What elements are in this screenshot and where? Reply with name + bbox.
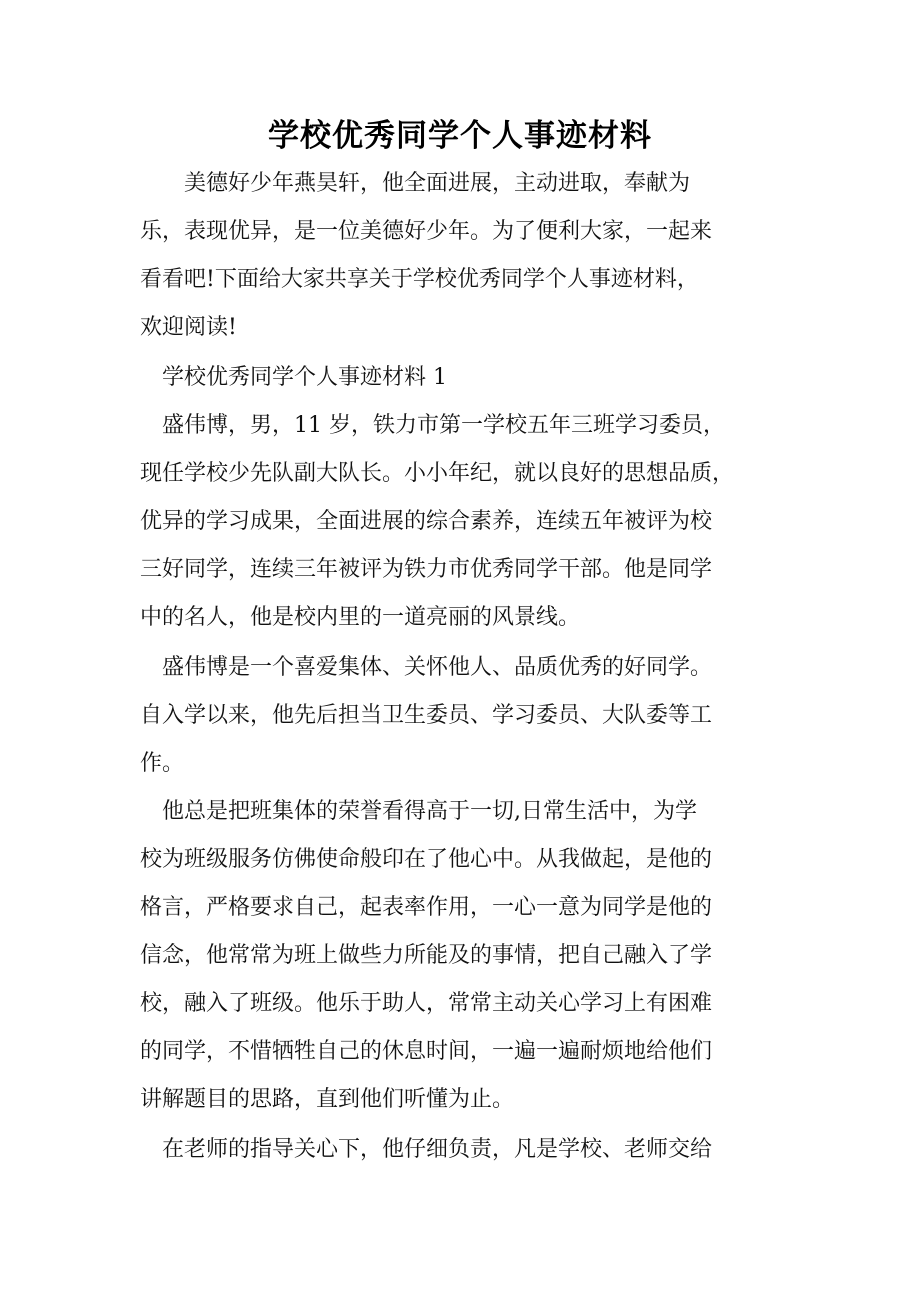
document-title: 学校优秀同学个人事迹材料 bbox=[268, 118, 652, 154]
body-line: 作。 bbox=[140, 751, 185, 776]
body-line: 乐，表现优异，是一位美德好少年。为了便利大家，一起来 bbox=[140, 219, 713, 244]
body-line: 优异的学习成果，全面进展的综合素养，连续五年被评为校 bbox=[140, 509, 713, 534]
body-line: 自入学以来，他先后担当卫生委员、学习委员、大队委等工 bbox=[140, 703, 713, 728]
section-heading: 学校优秀同学个人事迹材料 1 bbox=[140, 365, 447, 390]
body-line: 三好同学，连续三年被评为铁力市优秀同学干部。他是同学 bbox=[140, 557, 713, 582]
body-line: 中的名人，他是校内里的一道亮丽的风景线。 bbox=[140, 605, 581, 630]
body-line: 格言，严格要求自己，起表率作用，一心一意为同学是他的 bbox=[140, 895, 713, 920]
body-line: 讲解题目的思路，直到他们听懂为止。 bbox=[140, 1087, 515, 1112]
body-line: 在老师的指导关心下，他仔细负责，凡是学校、老师交给 bbox=[140, 1137, 713, 1162]
body-line: 他总是把班集体的荣誉看得高于一切,日常生活中，为学 bbox=[140, 799, 697, 824]
body-line: 盛伟博，男，11 岁，铁力市第一学校五年三班学习委员， bbox=[140, 413, 725, 438]
body-line: 盛伟博是一个喜爱集体、关怀他人、品质优秀的好同学。 bbox=[140, 655, 713, 680]
body-line: 校为班级服务仿佛使命般印在了他心中。从我做起，是他的 bbox=[140, 847, 713, 872]
body-line: 的同学，不惜牺牲自己的休息时间，一遍一遍耐烦地给他们 bbox=[140, 1039, 713, 1064]
body-line: 看看吧!下面给大家共享关于学校优秀同学个人事迹材料， bbox=[140, 267, 699, 292]
body-line: 美德好少年燕昊轩，他全面进展，主动进取，奉献为 bbox=[140, 171, 691, 196]
body-line: 校，融入了班级。他乐于助人，常常主动关心学习上有困难 bbox=[140, 991, 713, 1016]
body-line: 现任学校少先队副大队长。小小年纪，就以良好的思想品质， bbox=[140, 461, 735, 486]
body-line: 欢迎阅读! bbox=[140, 315, 237, 340]
body-line: 信念，他常常为班上做些力所能及的事情，把自己融入了学 bbox=[140, 943, 713, 968]
